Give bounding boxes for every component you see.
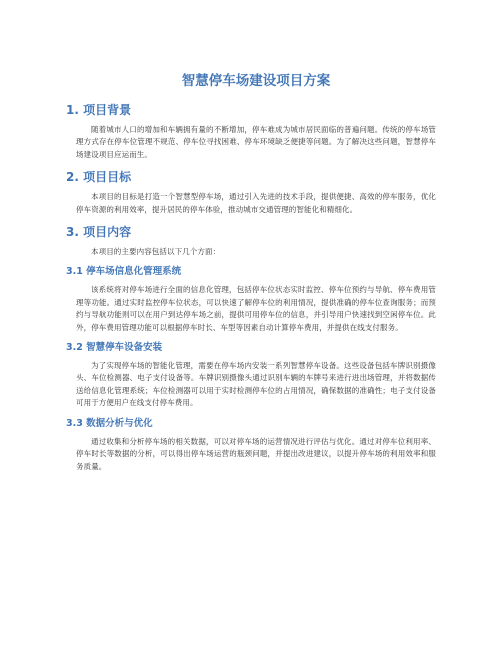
section-heading: 1. 项目背景	[66, 103, 132, 117]
section-goals	[66, 169, 436, 216]
subsection-data-analysis	[66, 417, 436, 473]
section-background	[66, 102, 436, 161]
paragraph: 本项目的目标是打造一个智慧型停车场，通过引入先进的技术手段，提供便捷、高效的停车服务，优化停车资源的利用效率，提升居民的停车体验，推动城市交通管理的智能化和精细化。	[76, 192, 436, 214]
document-title: 智慧停车场建设项目方案	[181, 73, 331, 89]
paragraph: 该系统将对停车场进行全面的信息化管理，包括停车位状态实时监控、停车位预约与导航、停车费用管理等功能。通过实时监控停车位状态，可以快速了解停车位的利用情况，提供准确的停车位查询服务；而预约与导航功能则可以在用户到达停车场之前，提供可用停车位的信息，并引导用户快速找到空闲停车位。此外，停车费用管理功能可以根据停车时长、车型等因素自动计算停车费用，并提供在线支付服务。	[76, 285, 436, 332]
subsection-info-system	[66, 265, 436, 334]
paragraph: 本项目的主要内容包括以下几个方面：	[91, 247, 221, 257]
paragraph: 为了实现停车场的智能化管理，需要在停车场内安装一系列智慧停车设备。这些设备包括车牌识别摄像头、车位检测器、电子支付设备等。车牌识别摄像头通过识别车辆的车牌号来进行进出场管理，并将数据传送给信息化管理系统；车位检测器可以用于实时检测停车位的占用情况，确保数据的准确性；电子支付设备可用于方便用户在线支付停车费用。	[76, 361, 436, 408]
subsection-device-install	[66, 341, 436, 410]
subsection-heading: 3.3 数据分析与优化	[66, 417, 153, 429]
section-heading: 2. 项目目标	[66, 170, 132, 185]
paragraph: 通过收集和分析停车场的相关数据，可以对停车场的运营情况进行评估与优化。通过对停车位利用率、停车时长等数据的分析，可以得出停车场运营的瓶颈问题，并提出改进建议，以提升停车场的利用效率和服务质量。	[76, 436, 436, 471]
paragraph: 随着城市人口的增加和车辆拥有量的不断增加，停车难成为城市居民面临的普遍问题。传统的停车场管理方式存在停车位管理不规范、停车位寻找困难、停车环境缺乏便捷等问题。为了解决这些问题，智慧停车场建设项目应运而生。	[76, 125, 436, 159]
section-heading: 3. 项目内容	[66, 225, 132, 240]
subsection-heading: 3.1 停车场信息化管理系统	[66, 266, 182, 278]
section-content	[66, 224, 436, 473]
subsection-heading: 3.2 智慧停车设备安装	[66, 342, 163, 354]
document-page	[66, 72, 436, 477]
